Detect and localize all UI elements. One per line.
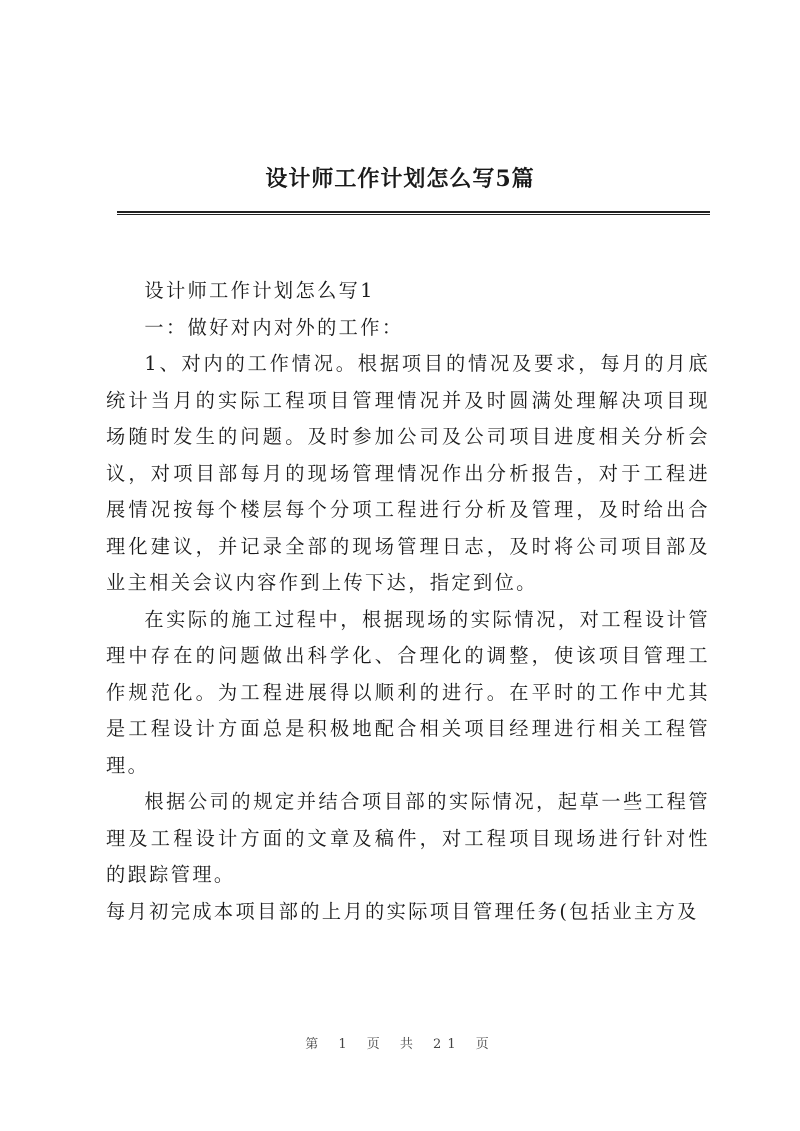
paragraph: 在实际的施工过程中，根据现场的实际情况，对工程设计管理中存在的问题做出科学化、合理化的调整，使该项目管理工作规范化。为工程进展得以顺利的进行。在平时的工作中尤其是工程设计方面总是积极地配合相关项目经理进行相关工程管理。 [106,607,710,777]
document-title: 设计师工作计划怎么写5篇 [265,166,535,192]
title-divider [117,211,710,215]
page-footer-number: 第 1 页 共 21 页 [305,1037,495,1052]
paragraph-heading: 设计师工作计划怎么写1 [144,279,375,302]
paragraph: 1、对内的工作情况。根据项目的情况及要求，每月的月底统计当月的实际工程项目管理情况并及时圆满处理解决项目现场随时发生的问题。及时参加公司及公司项目进度相关分析会议，对项目部每月的现场管理情况作出分析报告，对于工程进展情况按每个楼层每个分项工程进行分析及管理，及时给出合理化建议，并记录全部的现场管理日志，及时将公司项目部及业主相关会议内容作到上传下达，指定到位。 [106,352,710,594]
paragraph: 根据公司的规定并结合项目部的实际情况，起草一些工程管理及工程设计方面的文章及稿件，对工程项目现场进行针对性的跟踪管理。 [106,790,710,886]
paragraph-section-heading: 一：做好对内对外的工作： [144,315,404,339]
paragraph: 每月初完成本项目部的上月的实际项目管理任务(包括业主方及 [106,899,699,923]
document-body [106,273,710,930]
